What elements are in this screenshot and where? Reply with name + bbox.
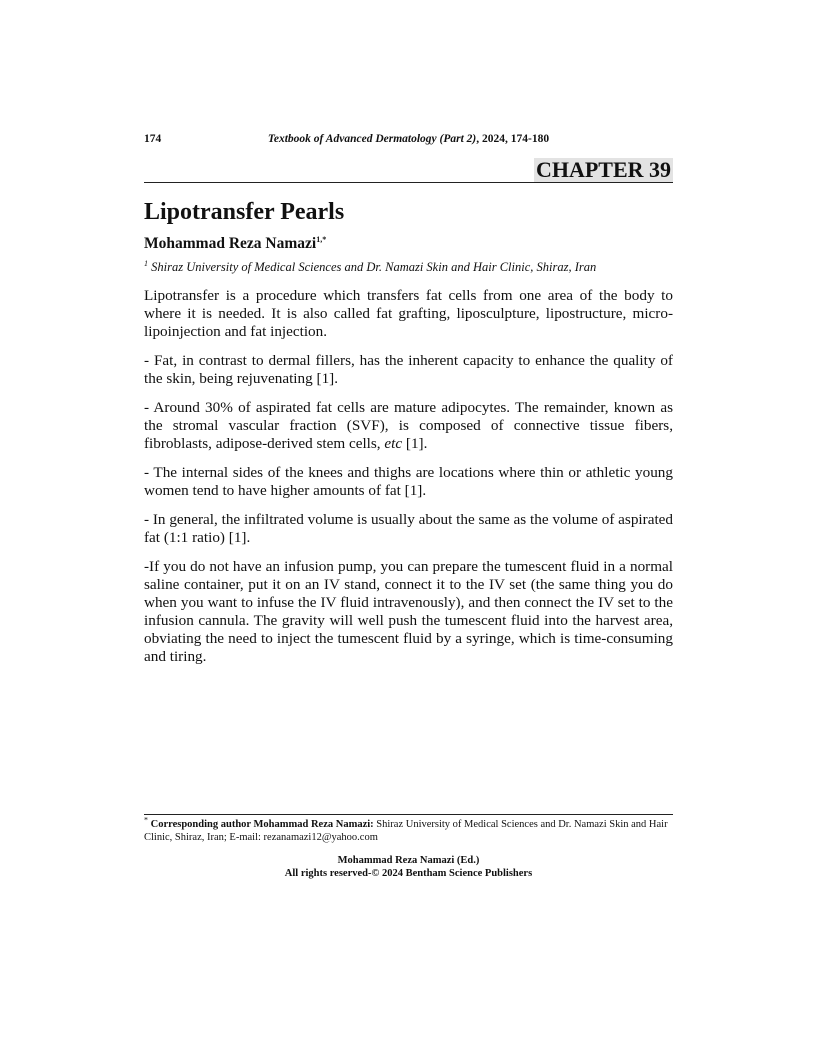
page-number: 174 — [144, 133, 162, 145]
chapter-title: Lipotransfer Pearls — [144, 199, 345, 225]
footnote — [144, 815, 673, 844]
book-source — [144, 133, 673, 145]
paragraph-italic: etc — [384, 435, 403, 452]
body-paragraph: -If you do not have an infusion pump, you can prepare the tumescent fluid in a normal saline container, put it on an IV stand, connect it to the IV set (the same thing you do when you want to infuse the IV fluid intravenously), and then connect the IV set to the infusion cannula. The gravity will well push the tumescent fluid into the harvest area, obviating the need to inject the tumescent fluid by a syringe, which is time-consuming and tiring. — [144, 558, 673, 665]
article-body — [144, 287, 673, 677]
paragraph-text: - Around 30% of aspirated fat cells are mature adipocytes. The remainder, known as the stromal vascular fraction (SVF), is composed of connective tissue fibers, fibroblasts, adipose-derived stem cells, — [144, 399, 673, 452]
body-paragraph: - The internal sides of the knees and thighs are locations where thin or athletic young women tend to have higher amounts of fat [1]. — [144, 464, 673, 499]
book-title: Textbook of Advanced Dermatology (Part 2) — [267, 133, 477, 145]
body-paragraph: Lipotransfer is a procedure which transfers fat cells from one area of the body to where it is needed. It is also called fat grafting, liposculpture, lipostructure, micro-lipoinjection and fat injection. — [144, 287, 673, 340]
book-meta: , 2024, 174-180 — [476, 133, 550, 145]
footnote-divider — [144, 814, 673, 815]
imprint-editor: Mohammad Reza Namazi (Ed.) — [337, 855, 480, 866]
running-head — [144, 133, 673, 149]
body-paragraph — [144, 399, 673, 453]
paragraph-text: [1]. — [402, 435, 428, 452]
author-marks: 1,* — [316, 234, 327, 244]
affiliation-text: Shiraz University of Medical Sciences and Dr. Namazi Skin and Hair Clinic, Shiraz, Iran — [151, 260, 597, 274]
title-divider — [144, 182, 673, 183]
body-paragraph: - Fat, in contrast to dermal fillers, has the inherent capacity to enhance the quality of the skin, being rejuvenating [1]. — [144, 352, 673, 387]
publisher-imprint — [144, 854, 673, 880]
footnote-mark: * — [144, 815, 148, 825]
footnote-text: Shiraz University of Medical Sciences and Dr. Namazi Skin and Hair Clinic, Shiraz, Iran; E-mail: rezanamazi12@yahoo.com — [144, 819, 668, 843]
affiliation — [144, 259, 596, 275]
body-paragraph: - In general, the infiltrated volume is usually about the same as the volume of aspirated fat (1:1 ratio) [1]. — [144, 511, 673, 546]
imprint-rights: All rights reserved-© 2024 Bentham Science Publishers — [284, 868, 533, 879]
author-name: Mohammad Reza Namazi — [144, 235, 317, 252]
affiliation-mark: 1 — [144, 258, 148, 268]
footnote-label: Corresponding author Mohammad Reza Namazi: — [150, 819, 374, 830]
author-line — [144, 235, 326, 253]
chapter-label: CHAPTER 39 — [535, 157, 671, 182]
